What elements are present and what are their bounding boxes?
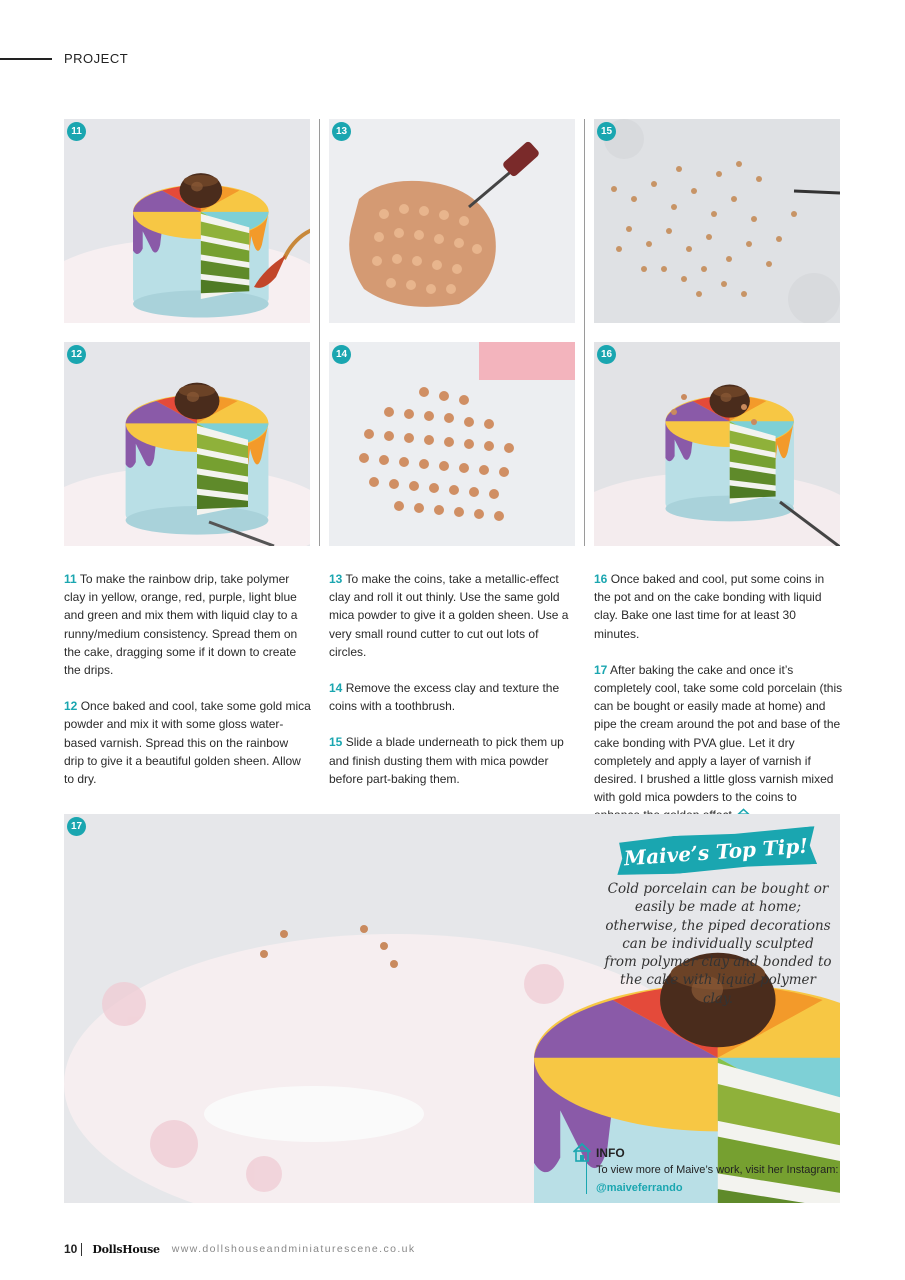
instagram-handle-link[interactable]: @maiveferrando xyxy=(596,1182,683,1194)
page-number: 10 xyxy=(64,1242,78,1256)
magazine-logo: DollsHouse xyxy=(92,1242,160,1256)
step-12-text: 12 Once baked and cool, take some gold mica powder and mix it with some gloss water-based varnish. Spread this on the rainbow drip to give it a beautiful golden sheen. Allow to dry. xyxy=(64,699,311,787)
info-title: INFO xyxy=(596,1146,625,1160)
info-text: To view more of Maive’s work, visit her Instagram: xyxy=(596,1164,839,1176)
website-url[interactable]: www.dollshouseandminiaturescene.co.uk xyxy=(171,1243,416,1255)
step-badge-13: 13 xyxy=(332,122,351,141)
footer-divider xyxy=(81,1243,82,1256)
section-rule xyxy=(0,58,52,60)
step-badge-12: 12 xyxy=(67,345,86,364)
text-column-2 xyxy=(329,570,576,806)
tip-title: Maive’s Top Tip! xyxy=(623,833,809,871)
column-divider xyxy=(584,119,585,546)
step-badge-15: 15 xyxy=(597,122,616,141)
step-badge-17: 17 xyxy=(67,817,86,836)
step-13-photo xyxy=(329,119,575,323)
step-13-text: 13 To make the coins, take a metallic-effect clay and roll it out thinly. Use the same gold mica powder to give it a golden sheen. Use a very small round cutter to cut out lots of circles. xyxy=(329,572,569,659)
step-11-text: 11 To make the rainbow drip, take polymer clay in yellow, orange, red, purple, light blue and green and mix them with liquid clay to a runny/medium consistency. Spread them on the cake, dragging some if it down to create the drips. xyxy=(64,572,298,678)
footer xyxy=(64,1240,416,1258)
info-box xyxy=(572,1142,839,1196)
tip-body: Cold porcelain can be bought or easily be made at home; otherwise, the piped decorations can be individually sculpted from polymer clay and bonded to the cake with liquid polymer clay. xyxy=(604,881,832,1007)
step-14-photo xyxy=(329,342,575,546)
section-label: PROJECT xyxy=(64,51,129,66)
step-16-photo xyxy=(594,342,840,546)
step-16-text: 16 Once baked and cool, put some coins in the pot and on the cake bonding with liquid clay. Bake one last time for at least 30 minutes. xyxy=(594,572,825,641)
step-17-text: 17 After baking the cake and once it’s completely cool, take some cold porcelain (this can be bought or easily made at home) and pipe the cream around the pot and base of the cake bonding with PVA glue. Let it dry completely and apply a layer of varnish if desired. I brushed a little gloss varnish mixed with gold mica powders to the coins to xyxy=(594,661,844,825)
info-rule xyxy=(586,1162,587,1194)
house-icon xyxy=(572,1142,592,1162)
step-badge-16: 16 xyxy=(597,345,616,364)
step-12-photo xyxy=(64,342,310,546)
step-15-text: 15 Slide a blade underneath to pick them up and finish dusting them with mica powder before part-baking them. xyxy=(329,735,564,786)
text-column-3 xyxy=(594,570,844,843)
column-divider xyxy=(319,119,320,546)
step-14-text: 14 Remove the excess clay and texture the coins with a toothbrush. xyxy=(329,681,560,714)
step-11-photo xyxy=(64,119,310,323)
step-badge-11: 11 xyxy=(67,122,86,141)
text-column-1 xyxy=(64,570,311,806)
step-badge-14: 14 xyxy=(332,345,351,364)
step-15-photo xyxy=(594,119,840,323)
